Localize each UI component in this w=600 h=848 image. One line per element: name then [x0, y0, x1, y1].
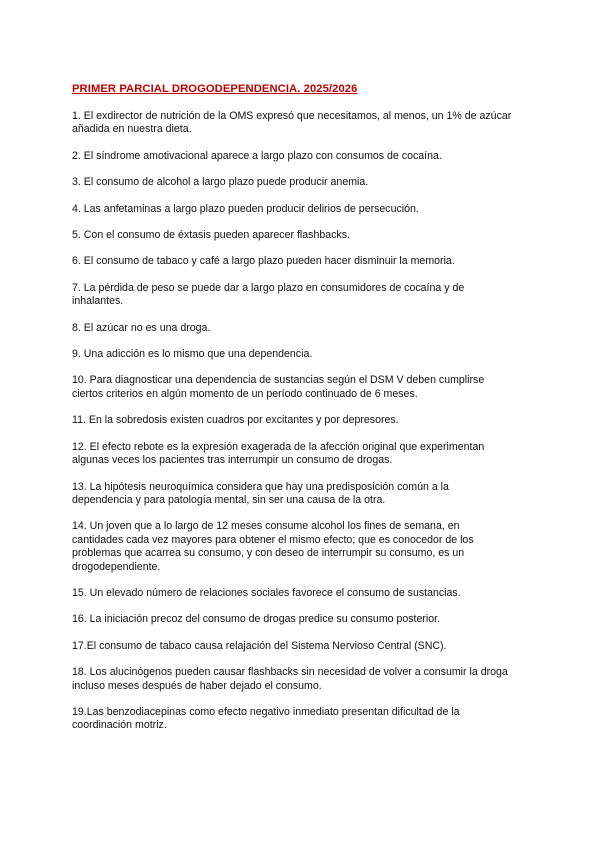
question-12: 12. El efecto rebote es la expresión exagerada de la afección original que experimentan algunas veces los pacientes tras interrumpir un consumo de drogas.	[72, 440, 485, 467]
question-16: 16. La iniciación precoz del consumo de drogas predice su consumo posterior.	[72, 613, 441, 626]
question-2: 2. El síndrome amotivacional aparece a largo plazo con consumos de cocaína.	[72, 149, 442, 162]
question-18: 18. Los alucinógenos pueden causar flashbacks sin necesidad de volver a consumir la droga incluso meses después de haber dejado el consumo.	[72, 666, 508, 692]
question-15: 15. Un elevado número de relaciones sociales favorece el consumo de sustancias.	[72, 586, 461, 599]
question-6: 6. El consumo de tabaco y café a largo plazo pueden hacer disminuir la memoria.	[72, 255, 455, 268]
question-5: 5. Con el consumo de éxtasis pueden aparecer flashbacks.	[72, 229, 350, 242]
question-7: 7. La pérdida de peso se puede dar a largo plazo en consumidores de cocaína y de inhalantes.	[72, 281, 465, 308]
question-14: 14. Un joven que a lo largo de 12 meses consume alcohol los fines de semana, en cantidades cada vez mayores para obtener el mismo efecto; que es conocedor de los problemas que acarrea su consumo, y con deseo de interrumpir su consumo, es un drogodependiente.	[72, 520, 474, 573]
question-8: 8. El azúcar no es una droga.	[72, 321, 211, 334]
question-10: 10. Para diagnosticar una dependencia de sustancias según el DSM V deben cumplirse ciertos criterios en algún momento de un período continuado de 6 meses.	[72, 374, 485, 400]
document-title: PRIMER PARCIAL DROGODEPENDENCIA. 2025/2026	[72, 83, 358, 95]
question-3: 3. El consumo de alcohol a largo plazo puede producir anemia.	[72, 176, 369, 189]
document-page	[72, 83, 512, 746]
question-19: 19.Las benzodiacepinas como efecto negativo inmediato presentan dificultad de la coordinación motriz.	[72, 705, 460, 732]
question-13: 13. La hipótesis neuroquímica considera que hay una predisposición común a la dependencia y para patología mental, sin ser una causa de la otra.	[72, 480, 449, 506]
question-1: 1. El exdirector de nutrición de la OMS expresó que necesitamos, al menos, un 1% de azúcar añadida en nuestra dieta.	[72, 110, 512, 136]
question-4: 4. Las anfetaminas a largo plazo pueden producir delirios de persecución.	[72, 202, 419, 215]
question-11: 11. En la sobredosis existen cuadros por excitantes y por depresores.	[72, 414, 399, 427]
question-9: 9. Una adicción es lo mismo que una dependencia.	[72, 348, 313, 361]
question-17: 17.El consumo de tabaco causa relajación del Sistema Nervioso Central (SNC).	[72, 639, 447, 652]
